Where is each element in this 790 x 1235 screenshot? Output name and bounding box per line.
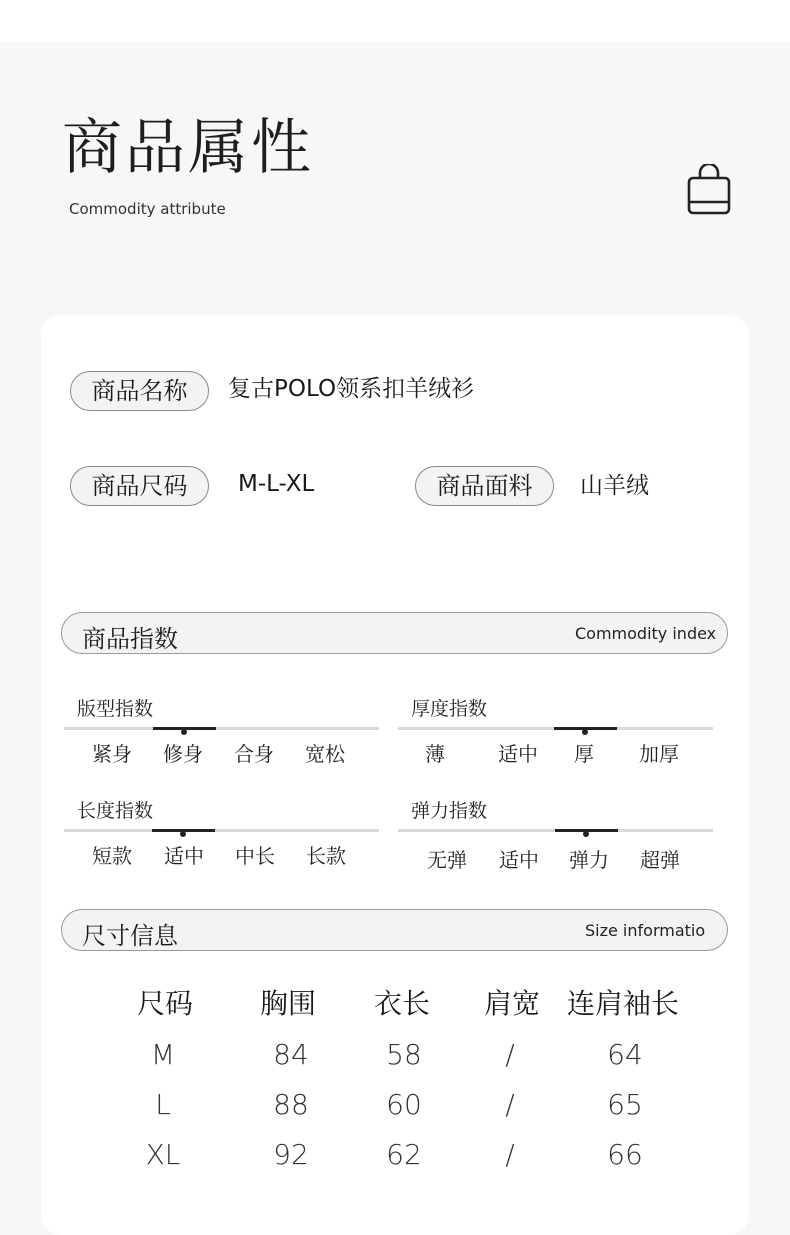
commodity-index-title-en: Commodity index [575,624,717,643]
length-index-label: 长度指数 [77,800,154,822]
length-index-dot [180,831,186,837]
size-table-cell: 65 [607,1088,643,1121]
size-table-cell: XL [145,1138,181,1171]
product-name-label: 商品名称 [70,371,209,411]
top-bar [0,0,790,42]
fit-index-scale [64,727,379,730]
size-table-header: 肩宽 [483,987,540,1020]
elasticity-index-dot [583,831,589,837]
thickness-option: 加厚 [639,742,679,766]
elasticity-option: 超弹 [640,848,680,872]
length-index-scale [64,829,379,832]
size-table-cell: M [150,1038,176,1071]
length-option-selected: 适中 [164,844,204,868]
size-info-title: 尺寸信息 [82,922,178,950]
size-table-cell: 84 [273,1038,309,1071]
commodity-index-header [61,612,728,654]
thickness-index-dot [582,729,588,735]
page-subtitle: Commodity attribute [69,200,226,218]
product-size-value: M-L-XL [238,471,315,497]
size-table-header: 衣长 [373,987,430,1020]
fit-index-label: 版型指数 [77,698,154,720]
thickness-option: 适中 [498,742,538,766]
elasticity-option-selected: 弹力 [569,848,609,872]
thickness-option-selected: 厚 [574,742,594,766]
size-table-cell: 66 [607,1138,643,1171]
length-option: 短款 [92,844,132,868]
shopping-bag-icon [686,164,732,216]
product-name-value: 复古POLO领系扣羊绒衫 [228,376,475,402]
size-table-cell: 92 [273,1138,309,1171]
size-table-cell: L [155,1088,171,1121]
elasticity-index-label: 弹力指数 [411,800,488,822]
size-table-cell: / [505,1088,515,1121]
size-table-cell: 62 [386,1138,422,1171]
fit-option-selected: 修身 [163,742,203,766]
size-table-cell: 60 [386,1088,422,1121]
elasticity-option: 适中 [499,848,539,872]
page-title: 商品属性 [62,113,314,183]
fit-option: 紧身 [92,742,132,766]
product-size-label: 商品尺码 [70,466,209,506]
thickness-option: 薄 [425,742,445,766]
size-info-header [61,909,728,951]
size-table-header: 胸围 [259,987,316,1020]
product-fabric-label: 商品面料 [415,466,554,506]
size-info-title-en: Size informatio [585,921,706,940]
size-table-cell: / [505,1038,515,1071]
length-option: 中长 [235,844,275,868]
fit-option: 宽松 [305,742,345,766]
commodity-index-title: 商品指数 [82,625,178,653]
product-fabric-value: 山羊绒 [580,473,649,499]
size-table-cell: / [505,1138,515,1171]
length-option: 长款 [306,844,346,868]
elasticity-option: 无弹 [427,848,467,872]
size-table-cell: 64 [607,1038,643,1071]
size-table-cell: 88 [273,1088,309,1121]
size-table-header: 连肩袖长 [566,987,679,1020]
size-table-cell: 58 [386,1038,422,1071]
thickness-index-label: 厚度指数 [411,698,488,720]
size-table-header: 尺码 [136,987,193,1020]
fit-option: 合身 [234,742,274,766]
fit-index-dot [181,729,187,735]
